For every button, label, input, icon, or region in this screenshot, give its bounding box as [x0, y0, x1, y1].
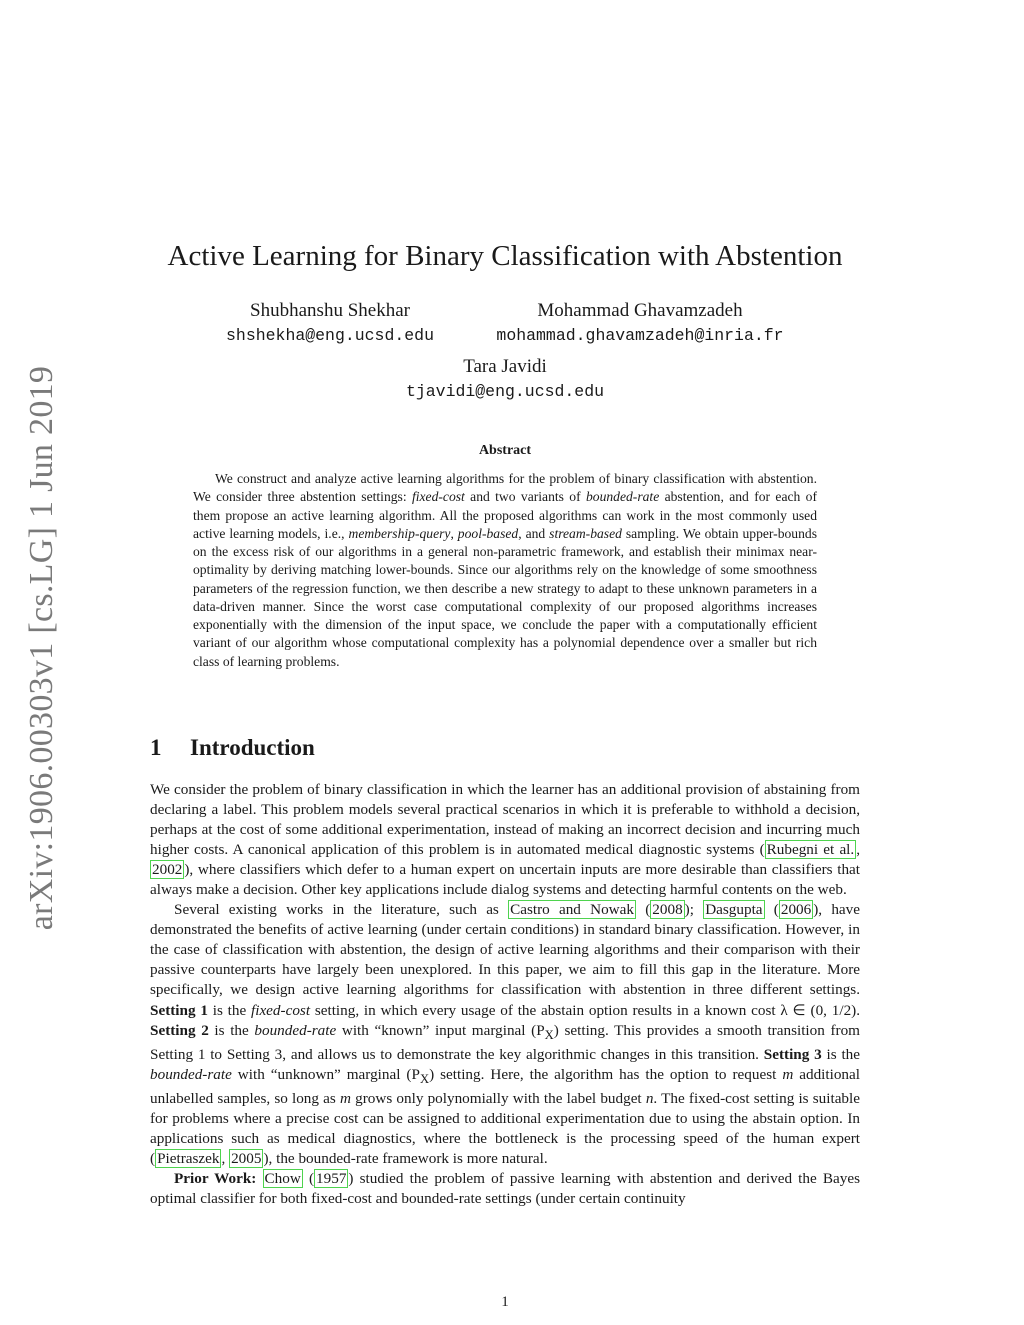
section-number: 1: [150, 735, 162, 760]
bold-term: Setting 2: [150, 1021, 209, 1039]
section-heading: [150, 735, 315, 761]
abstract-emphasis: membership-query: [348, 525, 451, 541]
text: ,: [221, 1149, 230, 1167]
abstract-emphasis: bounded-rate: [585, 489, 660, 505]
math-variable: n: [645, 1089, 654, 1107]
abstract-text: We construct and analyze active learning algorithms for the problem of binary classification with abstention. We consider three abstention settings:: [193, 471, 817, 505]
text: with “known” input marginal (P: [336, 1021, 545, 1039]
paragraph: [150, 900, 860, 1169]
author-email: shshekha@eng.ucsd.edu: [226, 326, 434, 345]
author-block: [380, 356, 630, 401]
section-title: Introduction: [190, 735, 315, 760]
text: We consider the problem of binary classification in which the learner has an additional provision of abstaining from declaring a label. This problem models several practical scenarios in which it is preferable to withhold a decision, perhaps at the cost of some additional experimentation, instead of making an incorrect decision and incurring much higher costs. A canonical application of this problem is in automated medical diagnostic systems (: [150, 781, 860, 859]
subscript: X: [544, 1027, 554, 1042]
emphasis: bounded-rate: [254, 1021, 337, 1039]
abstract-emphasis: stream-based: [549, 525, 622, 541]
text: ), have demonstrated the benefits of active learning (under certain conditions) in standard binary classification. However, in the case of classification with abstention, the design of active learning algorithms and their comparison with their passive counterparts have largely been unexplored. In this paper, we aim to fill this gap in the literature. More specifically, we design active learning algorithms for classification with abstention in three different settings.: [150, 901, 860, 999]
text: is the: [207, 1001, 251, 1019]
citation-link[interactable]: Pietraszek: [157, 1149, 220, 1167]
emphasis: bounded-rate: [150, 1065, 232, 1083]
bold-term: Setting 3: [763, 1045, 822, 1063]
text: additional unlabelled samples, so long as: [150, 1065, 860, 1107]
author-block: [480, 300, 800, 345]
abstract-heading: Abstract: [478, 443, 532, 458]
math-variable: m: [782, 1065, 794, 1083]
author-email: tjavidi@eng.ucsd.edu: [405, 382, 605, 401]
text: Several existing works in the literature, such as: [174, 901, 509, 919]
abstract-text: abstention, and for each of them propose an active learning algorithm. All the proposed algorithms can work in the most commonly used active learning models, i.e.,: [193, 489, 817, 541]
citation-link[interactable]: 2002: [152, 861, 183, 879]
author-name: Mohammad Ghavamzadeh: [537, 300, 743, 321]
text: );: [684, 901, 704, 919]
text: [256, 1170, 262, 1187]
abstract-text: , and: [518, 525, 550, 541]
citation-link[interactable]: 2008: [652, 901, 683, 919]
text: ) studied the problem of passive learning with abstention and derived the Bayes optimal classifier for both fixed-cost and bounded-rate settings (under certain continuity: [150, 1169, 861, 1207]
text: grows only polynomially with the label budget: [350, 1089, 646, 1107]
paragraph: [150, 780, 860, 900]
arxiv-identifier: arXiv:1906.00303v1 [cs.LG] 1 Jun 2019: [23, 365, 60, 931]
text: ) setting. This provides a smooth transition from Setting 1 to Setting 3, and allows us to demonstrate the key algorithmic changes in this transition.: [150, 1021, 860, 1063]
abstract-emphasis: fixed-cost: [411, 489, 465, 505]
text: is the: [821, 1045, 861, 1063]
abstract-body: [193, 470, 817, 671]
author-name: Tara Javidi: [463, 356, 547, 377]
citation-link[interactable]: Rubegni et al.: [766, 841, 855, 859]
text: ), the bounded-rate framework is more natural.: [263, 1149, 548, 1167]
paragraph: [150, 1169, 860, 1209]
abstract-text: ,: [450, 525, 458, 541]
abstract-text: sampling. We obtain upper-bounds on the excess risk of our algorithms in a general non-parametric framework, and establish their minimax near-optimality by deriving matching lower-bounds. Since our algorithms rely on the knowledge of some smoothness parameters of the regression function, we then describe a new strategy to adapt to these unknown parameters in a data-driven manner. Since the worst case computational complexity of our proposed algorithms increases exponentially with the dimension of the input space, we conclude the paper with a computationally efficient variant of our algorithm whose computational complexity has a polynomial dependence over a smaller but rich class of learning problems.: [193, 525, 817, 669]
text: ) setting. Here, the algorithm has the option to request: [429, 1065, 783, 1083]
citation-link[interactable]: Dasgupta: [705, 901, 763, 919]
text: ), where classifiers which defer to a human expert on uncertain inputs are more desirable than classifiers that always make a decision. Other key applications include dialog systems and detecting harmful contents on the web.: [150, 861, 860, 899]
text: ,: [856, 841, 860, 859]
citation-link[interactable]: Castro and Nowak: [510, 901, 634, 919]
subscript: X: [419, 1071, 430, 1086]
text: (: [302, 1169, 315, 1187]
citation-link[interactable]: 2005: [231, 1149, 262, 1167]
paper-title: Active Learning for Binary Classification with Abstention: [167, 240, 843, 272]
text: (: [636, 901, 651, 919]
citation-link[interactable]: Chow: [264, 1169, 301, 1187]
text: with “unknown” marginal (P: [231, 1065, 420, 1083]
math-variable: m: [339, 1089, 351, 1107]
intro-body: [150, 780, 860, 1209]
text: (: [764, 901, 779, 919]
citation-link[interactable]: 2006: [780, 901, 812, 919]
abstract-text: and two variants of: [464, 489, 586, 505]
author-block: [215, 300, 445, 345]
abstract-emphasis: pool-based: [457, 525, 519, 541]
text: setting, in which every usage of the abstain option results in a known cost λ ∈ (0, 1/2).: [310, 1001, 861, 1019]
text: . The fixed-cost setting is suitable for problems where a precise cost can be assigned to additional experimentation due to using the abstain option. In applications such as medical diagnostics, where the bottleneck is the processing speed of the human expert (: [150, 1089, 860, 1167]
author-email: mohammad.ghavamzadeh@inria.fr: [496, 326, 784, 345]
bold-term: Prior Work:: [174, 1169, 257, 1187]
emphasis: fixed-cost: [251, 1001, 311, 1019]
citation-link[interactable]: 1957: [316, 1169, 347, 1187]
bold-term: Setting 1: [150, 1001, 208, 1019]
text: is the: [208, 1021, 255, 1039]
page-number: 1: [501, 1294, 509, 1310]
author-name: Shubhanshu Shekhar: [250, 300, 410, 321]
